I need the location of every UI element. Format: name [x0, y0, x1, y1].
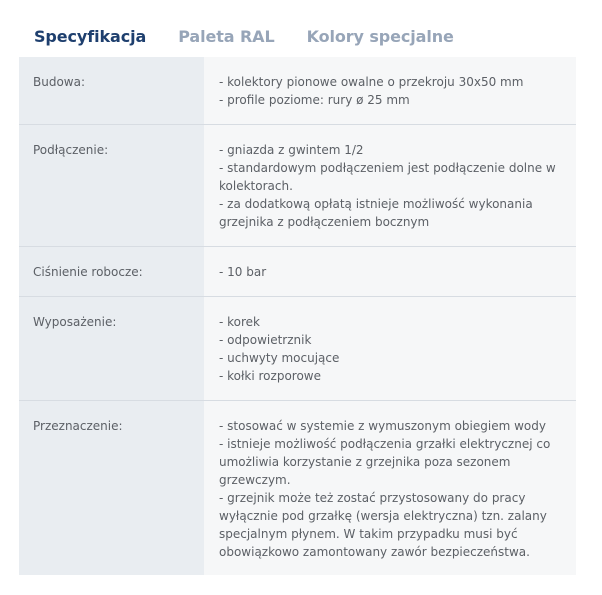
- spec-value: [204, 247, 576, 297]
- spec-value-line: - profile poziome: rury ø 25 mm: [219, 93, 410, 107]
- spec-value-line: - standardowym podłączeniem jest podłączenie dolne w: [219, 161, 556, 175]
- spec-label: Budowa:: [19, 57, 204, 125]
- tab-bar: [34, 22, 486, 50]
- specification-table: [19, 57, 576, 575]
- spec-value: [204, 401, 576, 576]
- spec-value-line: grzejnika z podłączeniem bocznym: [219, 215, 430, 229]
- spec-row-purpose: [19, 401, 576, 576]
- tab-special-colors[interactable]: Kolory specjalne: [306, 26, 454, 46]
- spec-value-line: specjalnym płynem. W takim przypadku musi być: [219, 527, 518, 541]
- spec-value-line: - 10 bar: [219, 265, 267, 279]
- spec-value-line: kolektorach.: [219, 179, 293, 193]
- spec-label: Ciśnienie robocze:: [19, 247, 204, 297]
- spec-value-line: - kołki rozporowe: [219, 369, 321, 383]
- spec-value-line: - istnieje możliwość podłączenia grzałki elektrycznej co: [219, 437, 551, 451]
- spec-value-line: umożliwia korzystanie z grzejnika poza sezonem: [219, 455, 511, 469]
- spec-label: Wyposażenie:: [19, 297, 204, 401]
- spec-row-construction: [19, 57, 576, 125]
- spec-value-line: obowiązkowo zamontowany zawór bezpieczeństwa.: [219, 545, 530, 559]
- spec-row-connection: [19, 125, 576, 247]
- spec-value-line: - korek: [219, 315, 261, 329]
- spec-row-working-pressure: [19, 247, 576, 297]
- spec-value: [204, 297, 576, 401]
- spec-value-line: - odpowietrznik: [219, 333, 312, 347]
- spec-value-line: - za dodatkową opłatą istnieje możliwość wykonania: [219, 197, 533, 211]
- spec-value-line: - gniazda z gwintem 1/2: [219, 143, 364, 157]
- spec-value-line: - uchwyty mocujące: [219, 351, 340, 365]
- spec-value-line: - grzejnik może też zostać przystosowany do pracy: [219, 491, 526, 505]
- spec-value-line: grzewczym.: [219, 473, 291, 487]
- spec-value-line: - kolektory pionowe owalne o przekroju 30x50 mm: [219, 75, 524, 89]
- spec-label: Podłączenie:: [19, 125, 204, 247]
- spec-row-equipment: [19, 297, 576, 401]
- spec-value: [204, 57, 576, 125]
- spec-label: Przeznaczenie:: [19, 401, 204, 576]
- tab-ral-palette[interactable]: Paleta RAL: [178, 26, 275, 46]
- tab-specification[interactable]: Specyfikacja: [34, 26, 147, 46]
- spec-value: [204, 125, 576, 247]
- spec-value-line: - stosować w systemie z wymuszonym obiegiem wody: [219, 419, 546, 433]
- spec-value-line: wyłącznie pod grzałkę (wersja elektryczna) tzn. zalany: [219, 509, 547, 523]
